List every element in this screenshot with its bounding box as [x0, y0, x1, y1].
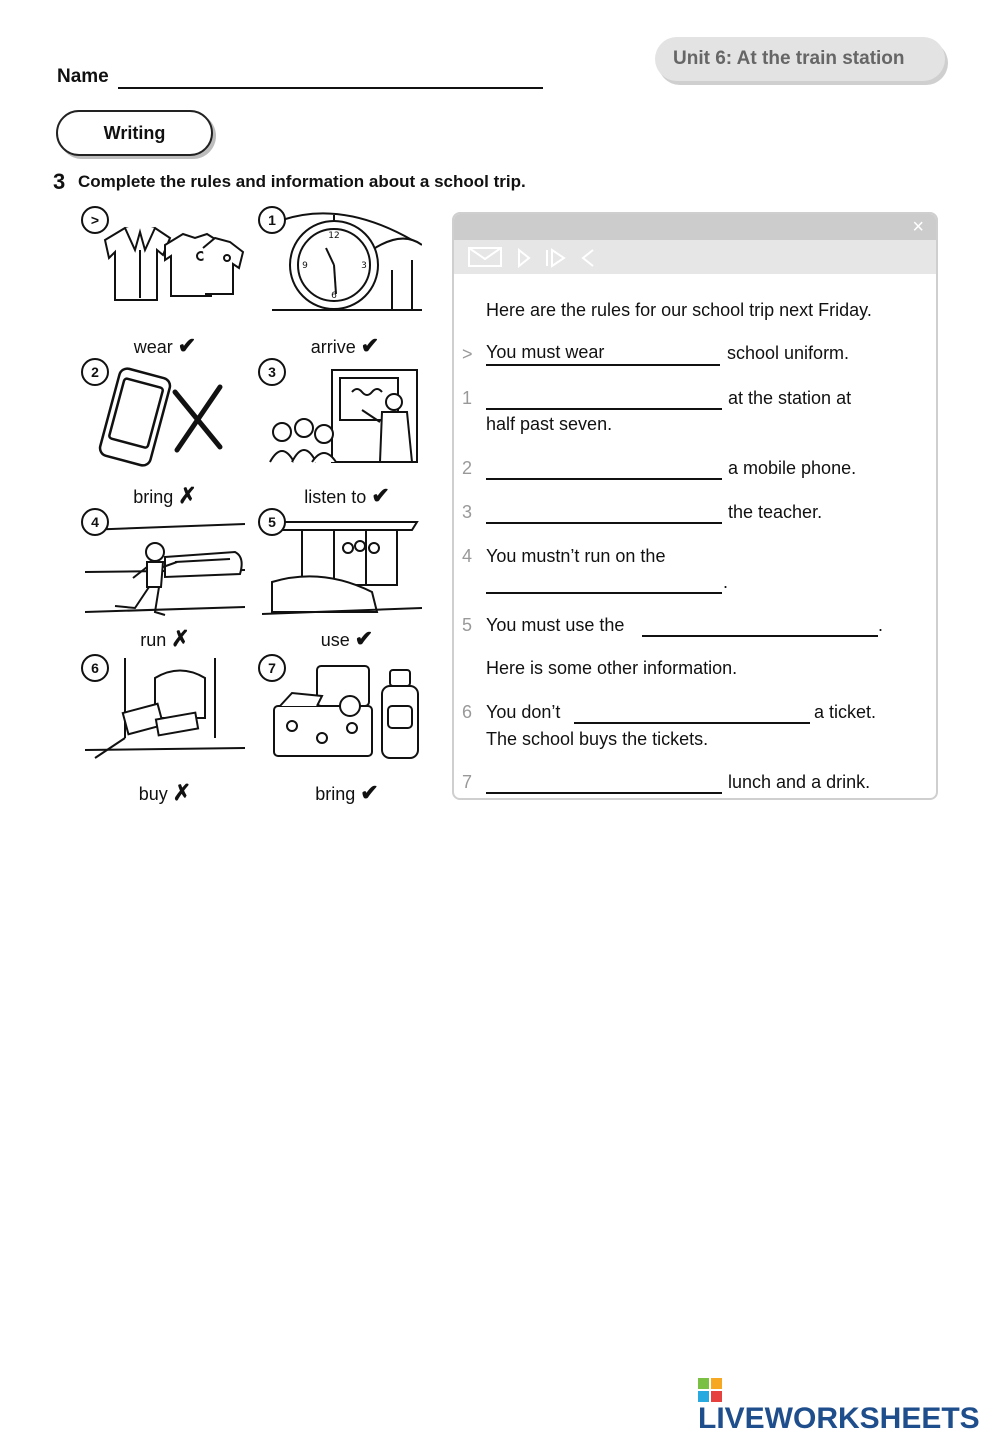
picture-caption — [260, 333, 430, 359]
item-text: You must use the — [486, 615, 625, 635]
picture-badge: 2 — [81, 358, 109, 386]
picture-caption — [80, 780, 250, 806]
example-text: school uniform. — [727, 343, 850, 363]
item-text: lunch and a drink. — [728, 772, 871, 792]
caption-text: buy — [138, 784, 168, 804]
picture-badge: 6 — [81, 654, 109, 682]
item-number: 1 — [462, 388, 473, 408]
cross-mark-icon: ✗ — [171, 626, 190, 651]
caption-text: run — [140, 630, 167, 650]
item-text: a ticket. — [814, 702, 877, 722]
mobile-phone-icon — [85, 362, 245, 472]
picture-badge: 4 — [81, 508, 109, 536]
unit-title-badge: Unit 6: At the train station — [655, 37, 945, 81]
picture-caption — [262, 626, 432, 652]
item-number: 4 — [462, 546, 473, 566]
section-label: Writing — [56, 110, 213, 156]
picture-example — [85, 210, 245, 320]
running-boy-icon — [85, 512, 245, 622]
svg-text:12: 12 — [328, 231, 340, 241]
picture-badge: 7 — [258, 654, 286, 682]
svg-text:3: 3 — [361, 261, 367, 271]
item-number: 5 — [462, 615, 473, 635]
close-icon[interactable]: × — [912, 216, 924, 238]
liveworksheets-logo — [698, 1378, 1000, 1436]
picture-badge: 5 — [258, 508, 286, 536]
picture-6 — [85, 658, 245, 768]
answer-blank-6[interactable] — [574, 722, 810, 724]
svg-text:6: 6 — [331, 291, 337, 301]
check-mark-icon: ✔ — [360, 780, 379, 805]
other-info-intro: Here is some other information. — [486, 658, 738, 678]
picture-3 — [262, 362, 422, 472]
picture-caption — [80, 483, 250, 509]
caption-text: bring — [315, 784, 356, 804]
svg-text:9: 9 — [302, 261, 308, 271]
rules-intro: Here are the rules for our school trip next Friday. — [486, 300, 872, 320]
picture-caption — [80, 626, 250, 652]
item-text: the teacher. — [728, 502, 823, 522]
email-panel — [452, 212, 938, 800]
item-end: . — [878, 615, 884, 635]
item-number: 2 — [462, 458, 473, 478]
name-input-line[interactable] — [118, 87, 543, 89]
exercise-number: 3 — [53, 169, 66, 194]
picture-2 — [85, 362, 245, 472]
cross-mark-icon: ✗ — [172, 780, 192, 805]
logo-grid-icon — [698, 1378, 722, 1402]
play-icon[interactable] — [516, 248, 532, 268]
item-text: You mustn’t run on the — [486, 546, 666, 566]
item-number: 6 — [462, 702, 473, 722]
answer-blank-2[interactable] — [486, 478, 722, 480]
picture-5 — [262, 512, 422, 622]
item-text-line2: half past seven. — [486, 414, 613, 434]
example-answer: You must wear — [486, 342, 720, 366]
caption-text: bring — [133, 487, 174, 507]
answer-blank-5[interactable] — [642, 635, 878, 637]
check-mark-icon: ✔ — [177, 333, 197, 358]
caption-text: wear — [133, 337, 173, 357]
picture-badge: 3 — [258, 358, 286, 386]
answer-blank-3[interactable] — [486, 522, 722, 524]
example-marker: > — [462, 344, 473, 364]
exercise-instruction: Complete the rules and information about a school trip. — [78, 172, 526, 191]
uniform-clothes-icon — [85, 210, 245, 320]
picture-badge: 1 — [258, 206, 286, 234]
name-label: Name — [57, 66, 109, 87]
item-text-line2: The school buys the tickets. — [486, 729, 709, 749]
item-number: 3 — [462, 502, 473, 522]
picture-caption — [80, 333, 250, 359]
station-clock-icon — [262, 210, 422, 320]
item-text: a mobile phone. — [728, 458, 857, 478]
check-mark-icon: ✔ — [371, 483, 390, 508]
picture-caption — [262, 780, 432, 806]
teacher-icon — [262, 362, 422, 472]
answer-blank-7[interactable] — [486, 792, 722, 794]
check-mark-icon: ✔ — [360, 333, 380, 358]
picture-badge: > — [81, 206, 109, 234]
envelope-icon[interactable] — [468, 246, 502, 268]
back-icon[interactable] — [580, 248, 596, 268]
waiting-room-icon — [262, 512, 422, 622]
picture-1 — [262, 210, 422, 320]
picture-4 — [85, 512, 245, 622]
item-text: You don’t — [486, 702, 561, 722]
panel-title-bar — [454, 214, 936, 240]
panel-toolbar — [454, 240, 936, 274]
item-end: . — [723, 572, 729, 592]
caption-text: use — [320, 630, 350, 650]
forward-icon[interactable] — [544, 248, 568, 268]
caption-text: listen to — [304, 487, 367, 507]
ticket-purchase-icon — [85, 658, 245, 768]
item-text: at the station at — [728, 388, 852, 408]
check-mark-icon: ✔ — [354, 626, 374, 651]
answer-blank-4[interactable] — [486, 592, 722, 594]
picture-7 — [262, 658, 422, 768]
answer-blank-1[interactable] — [486, 408, 722, 410]
item-number: 7 — [462, 772, 473, 792]
lunchbox-icon — [262, 658, 422, 768]
caption-text: arrive — [310, 337, 356, 357]
picture-caption — [262, 483, 432, 509]
cross-mark-icon: ✗ — [178, 483, 197, 508]
brand-text: LIVEWORKSHEETS — [698, 1402, 980, 1435]
